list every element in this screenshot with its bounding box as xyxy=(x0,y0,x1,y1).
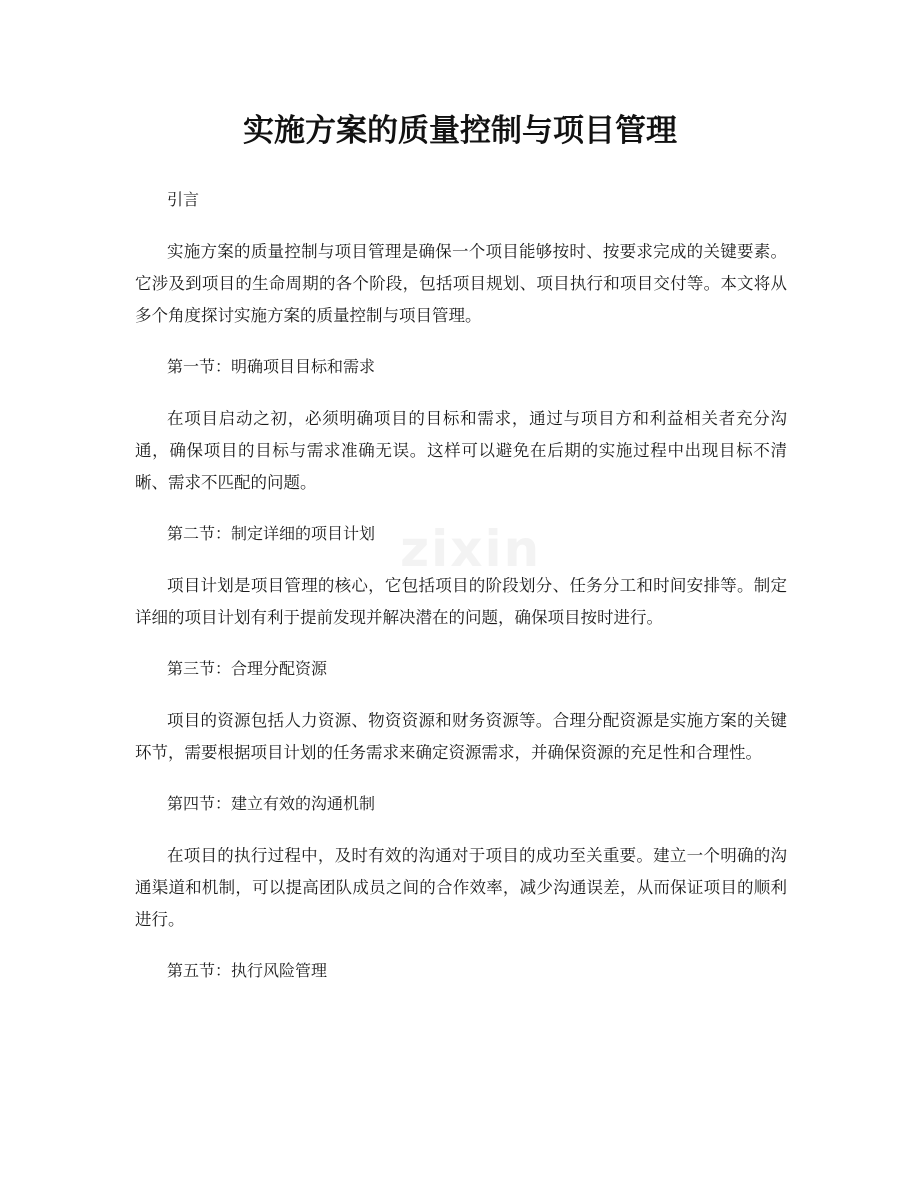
section-paragraph-3: 项目的资源包括人力资源、物资资源和财务资源等。合理分配资源是实施方案的关键环节，需要根据项目计划的任务需求来确定资源需求，并确保资源的充足性和合理性。 xyxy=(135,711,787,762)
document-title: 实施方案的质量控制与项目管理 xyxy=(243,113,677,149)
section-heading-3: 第三节：合理分配资源 xyxy=(167,659,328,678)
section-heading-1: 第一节：明确项目目标和需求 xyxy=(167,357,376,376)
watermark: zixin xyxy=(400,520,542,578)
section-paragraph-4: 在项目的执行过程中，及时有效的沟通对于项目的成功至关重要。建立一个明确的沟通渠道和机制，可以提高团队成员之间的合作效率，减少沟通误差，从而保证项目的顺利进行。 xyxy=(135,846,787,929)
section-heading-4: 第四节：建立有效的沟通机制 xyxy=(167,794,376,813)
section-heading-2: 第二节：制定详细的项目计划 xyxy=(167,524,376,543)
section-paragraph-1: 在项目启动之初，必须明确项目的目标和需求，通过与项目方和利益相关者充分沟通，确保项目的目标与需求准确无误。这样可以避免在后期的实施过程中出现目标不清晰、需求不匹配的问题。 xyxy=(135,409,787,492)
section-paragraph-2: 项目计划是项目管理的核心，它包括项目的阶段划分、任务分工和时间安排等。制定详细的项目计划有利于提前发现并解决潜在的问题，确保项目按时进行。 xyxy=(135,576,787,627)
section-heading-intro: 引言 xyxy=(167,190,200,209)
section-heading-5: 第五节：执行风险管理 xyxy=(167,961,328,980)
section-paragraph-intro: 实施方案的质量控制与项目管理是确保一个项目能够按时、按要求完成的关键要素。它涉及到项目的生命周期的各个阶段，包括项目规划、项目执行和项目交付等。本文将从多个角度探讨实施方案的质量控制与项目管理。 xyxy=(135,242,787,325)
document-body xyxy=(135,182,787,989)
